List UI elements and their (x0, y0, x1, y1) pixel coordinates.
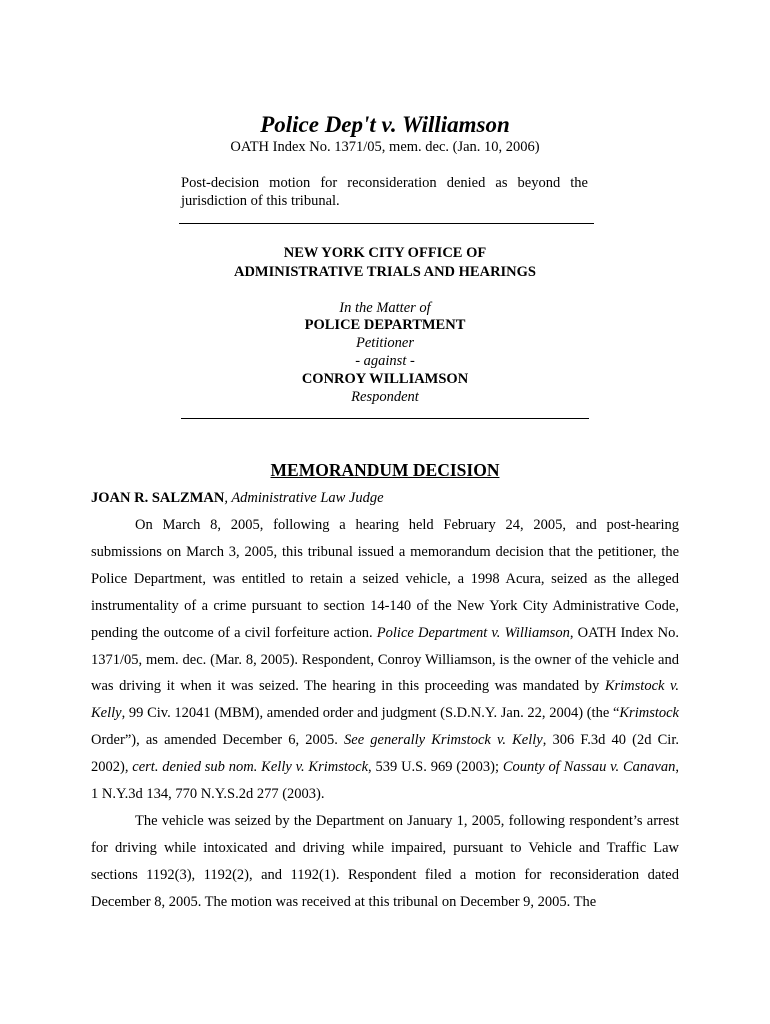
text-run: Order”), as amended December 6, 2005. (91, 732, 345, 749)
case-reference: County of Nassau v. Canavan (502, 759, 676, 776)
caption-respondent-name: CONROY WILLIAMSON (301, 371, 469, 387)
caption-petitioner-name: POLICE DEPARTMENT (304, 317, 466, 333)
text-run: On March 8, 2005, following a hearing held February 24, 2005, and post-hearing submissions on March 3, 2005, this tribunal issued a memorandum decision that the petitioner, the Police Department, was entitled to retain a seized vehicle, a 1998 Acura, seized as the alleged instrumentality of a crime pursuant to section 14-140 of the New York City Administrative Code, pending the outcome of a civil forfeiture action. (91, 517, 679, 641)
case-reference: Police Department v. Williamson (376, 624, 570, 641)
paragraph-1 (91, 512, 679, 808)
case-summary: Post-decision motion for reconsideration denied as beyond the jurisdiction of this tribunal. (181, 175, 588, 209)
tribunal-name-line1: NEW YORK CITY OFFICE OF (283, 245, 487, 261)
judge-name: JOAN R. SALZMAN (91, 490, 225, 506)
case-title: Police Dep't v. Williamson (260, 112, 510, 137)
text-run: , 99 Civ. 12041 (MBM), amended order and judgment (S.D.N.Y. Jan. 22, 2004) (the “ (121, 705, 620, 722)
paragraph-2: The vehicle was seized by the Department on January 1, 2005, following respondent’s arrest for driving while intoxicated and driving while impaired, pursuant to Vehicle and Traffic Law sections 1192(3), 1192(2), and 1192(1). Respondent filed a motion for reconsideration dated December 8, 2005. The motion was received at this tribunal on December 9, 2005. The (91, 812, 679, 910)
text-run: , 306 F.3d 40 (2d Cir. 2002), (91, 732, 679, 776)
text-run: , 539 U.S. 969 (2003); (368, 759, 503, 776)
judge-line (91, 490, 384, 507)
case-reference: cert. denied sub nom. Kelly v. Krimstock (132, 759, 369, 776)
text-run: , OATH Index No. 1371/05, mem. dec. (Mar. 8, 2005). Respondent, Conroy Williamson, is the owner of the vehicle and was driving it when it was seized. The hearing in this proceeding was mandated by (91, 624, 679, 695)
caption-petitioner-role: Petitioner (356, 335, 414, 351)
case-citation: OATH Index No. 1371/05, mem. dec. (Jan. 10, 2006) (230, 139, 540, 155)
caption-in-the-matter: In the Matter of (339, 300, 431, 316)
caption-respondent-role: Respondent (351, 389, 419, 405)
case-reference: Krimstock v. Kelly (91, 678, 679, 722)
case-reference: See generally Krimstock v. Kelly (344, 732, 543, 749)
judge-title: , Administrative Law Judge (224, 490, 384, 506)
divider-top (179, 223, 594, 224)
decision-body (91, 512, 679, 916)
caption-against: - against - (355, 353, 415, 369)
memorandum-heading: MEMORANDUM DECISION (270, 460, 500, 480)
tribunal-name-line2: ADMINISTRATIVE TRIALS AND HEARINGS (233, 264, 536, 280)
divider-bottom (181, 418, 589, 419)
text-run: , 1 N.Y.3d 134, 770 N.Y.S.2d 277 (2003). (91, 759, 679, 803)
case-reference: Krimstock (619, 705, 679, 722)
